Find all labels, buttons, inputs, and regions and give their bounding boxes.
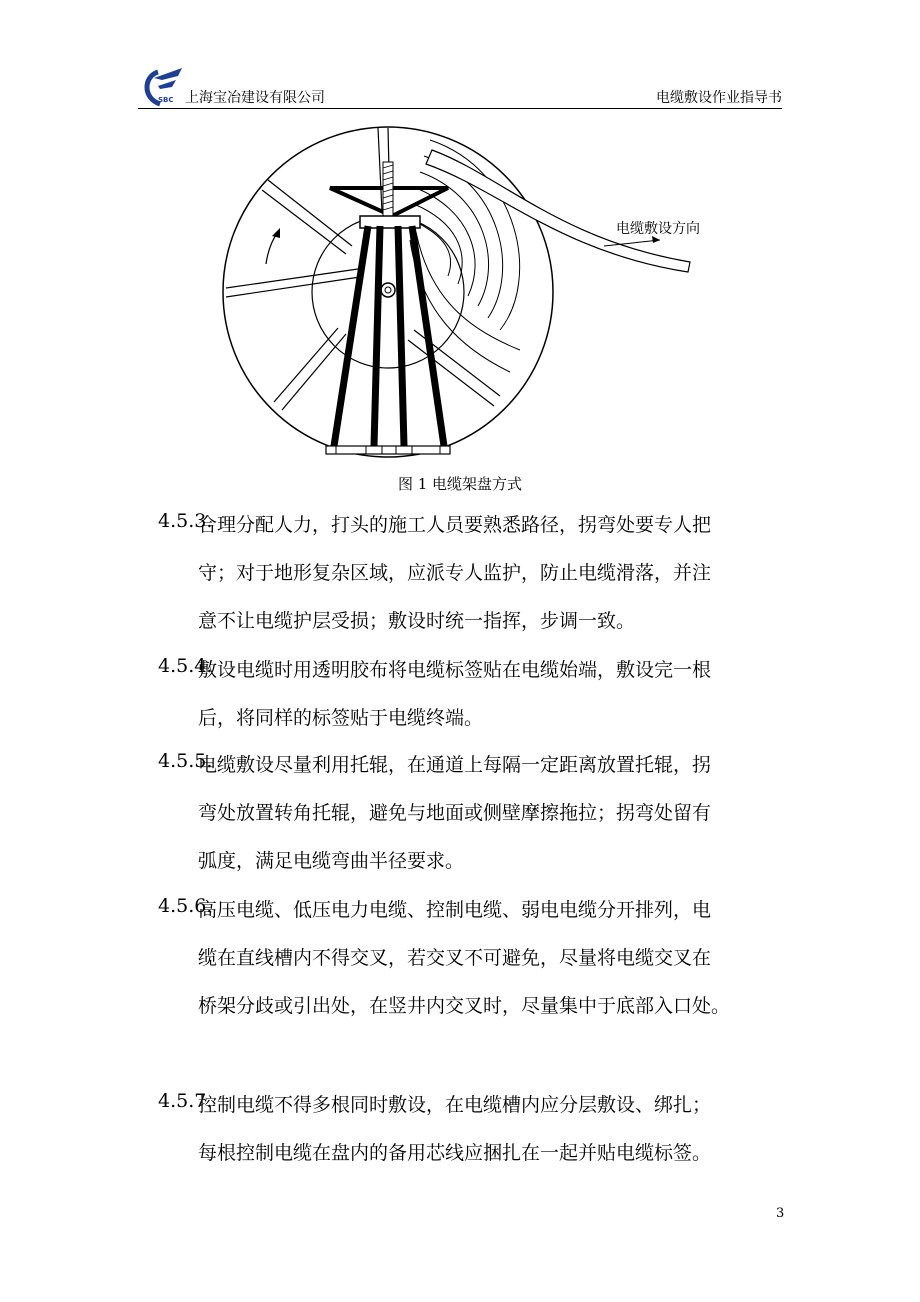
item-line: 弧度，满足电缆弯曲半径要求。 xyxy=(198,850,465,872)
item-number: 4.5.5. xyxy=(158,750,213,772)
sbc-logo-icon xyxy=(138,62,190,108)
stand-base xyxy=(326,446,450,454)
item-line: 守；对于地形复杂区域，应派专人监护，防止电缆滑落，并注 xyxy=(198,562,712,584)
document-title: 电缆敷设作业指导书 xyxy=(656,90,782,106)
item-number: 4.5.4. xyxy=(158,655,213,677)
item-line: 每根控制电缆在盘内的备用芯线应捆扎在一起并贴电缆标签。 xyxy=(198,1142,712,1164)
cable-drum-figure xyxy=(222,122,700,458)
item-line: 后，将同样的标签贴于电缆终端。 xyxy=(198,707,484,729)
item-line: 弯处放置转角托辊，避免与地面或侧壁摩擦拖拉；拐弯处留有 xyxy=(198,802,712,824)
logo-text: SBC xyxy=(158,96,174,104)
screw-rod xyxy=(383,162,393,220)
item-line: 电缆敷设尽量利用托辊，在通道上每隔一定距离放置托辊，拐 xyxy=(198,754,712,776)
figure-caption: 图 1 电缆架盘方式 xyxy=(397,475,523,493)
item-number: 4.5.3. xyxy=(158,510,213,532)
company-name: 上海宝冶建设有限公司 xyxy=(185,90,325,106)
item-line: 高压电缆、低压电力电缆、控制电缆、弱电电缆分开排列，电 xyxy=(198,899,712,921)
drum-axle xyxy=(381,283,395,297)
cable-direction-label: 电缆敷设方向 xyxy=(616,221,700,237)
item-line: 合理分配人力，打头的施工人员要熟悉路径，拐弯处要专人把 xyxy=(198,514,712,536)
item-line: 桥架分歧或引出处，在竖井内交叉时，尽量集中于底部入口处。 xyxy=(198,995,731,1017)
page-header xyxy=(138,62,782,109)
item-line: 敷设电缆时用透明胶布将电缆标签贴在电缆始端，敷设完一根 xyxy=(198,659,712,681)
page-number: 3 xyxy=(776,1206,785,1221)
item-number: 4.5.6. xyxy=(158,895,213,917)
item-line: 控制电缆不得多根同时敷设，在电缆槽内应分层敷设、绑扎； xyxy=(198,1094,712,1116)
item-number: 4.5.7. xyxy=(158,1090,213,1112)
item-line: 意不让电缆护层受损；敷设时统一指挥，步调一致。 xyxy=(198,610,636,632)
item-line: 缆在直线槽内不得交叉，若交叉不可避免，尽量将电缆交叉在 xyxy=(198,947,712,969)
